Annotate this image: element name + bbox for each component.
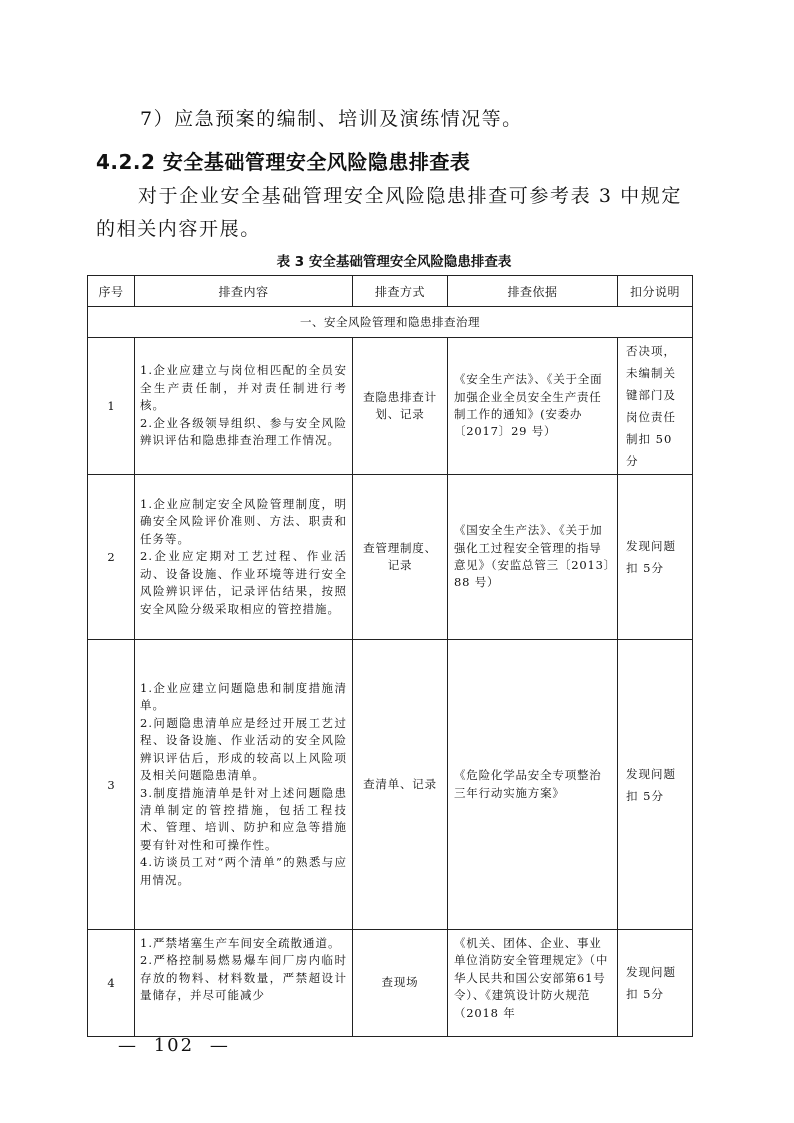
table-row bbox=[88, 475, 693, 640]
table-header-row bbox=[88, 276, 693, 307]
content-line: 1.企业应建立问题隐患和制度措施清单。 bbox=[140, 681, 347, 713]
row-seq: 1 bbox=[88, 338, 135, 475]
content-line: 1.企业应制定安全风险管理制度，明确安全风险评价准则、方法、职责和任务等。 bbox=[140, 497, 347, 546]
row-content bbox=[135, 475, 353, 640]
page-number: 102 bbox=[153, 1035, 195, 1056]
row-content bbox=[135, 930, 353, 1037]
content-line: 3.制度措施清单是针对上述问题隐患清单制定的管控措施，包括工程技术、管理、培训、防护和应急等措施要有针对性和可操作性。 bbox=[140, 785, 347, 852]
header-content: 排查内容 bbox=[135, 276, 353, 307]
section-row bbox=[88, 307, 693, 338]
content-line: 2.企业各级领导组织、参与安全风险辨识评估和隐患排查治理工作情况。 bbox=[140, 415, 347, 448]
row-basis: 《危险化学品安全专项整治三年行动实施方案》 bbox=[448, 640, 618, 930]
row-deduction: 发现问题扣 5分 bbox=[618, 930, 693, 1037]
page-dash-right: — bbox=[209, 1035, 230, 1056]
content-line: 2.严格控制易燃易爆车间厂房内临时存放的物料、材料数量，严禁超设计量储存，并尽可能减少 bbox=[140, 953, 347, 1003]
page-dash-left: — bbox=[118, 1035, 138, 1056]
row-method: 查管理制度、记录 bbox=[353, 475, 448, 640]
row-basis bbox=[448, 930, 618, 1037]
content-line: 4.访谈员工对“两个清单”的熟悉与应用情况。 bbox=[140, 855, 347, 887]
row-basis: 《安全生产法》、《关于全面加强企业全员安全生产责任制工作的通知》(安委办〔2017〕29 号） bbox=[448, 338, 618, 475]
table-row bbox=[88, 930, 693, 1037]
row-basis-text: 《机关、团体、企业、事业单位消防安全管理规定》（中华人民共和国公安部第61号令）、《建筑设计防火规范（2018 年 bbox=[454, 936, 609, 1020]
row-seq: 3 bbox=[88, 640, 135, 930]
row-method: 查现场 bbox=[353, 930, 448, 1037]
row-seq: 4 bbox=[88, 930, 135, 1037]
row-content bbox=[135, 640, 353, 930]
table-row bbox=[88, 338, 693, 475]
section-heading: 4.2.2 安全基础管理安全风险隐患排查表 bbox=[96, 150, 471, 174]
header-deduction: 扣分说明 bbox=[618, 276, 693, 307]
table-caption: 表 3 安全基础管理安全风险隐患排查表 bbox=[276, 254, 512, 270]
row-deduction: 发现问题扣 5分 bbox=[618, 640, 693, 930]
table-row bbox=[88, 640, 693, 930]
row-method: 查清单、记录 bbox=[353, 640, 448, 930]
content-line: 1.企业应建立与岗位相匹配的全员安全生产责任制，并对责任制进行考核。 bbox=[140, 363, 347, 413]
row-method: 查隐患排查计划、记录 bbox=[353, 338, 448, 475]
checklist-table bbox=[87, 275, 693, 1037]
row-deduction: 发现问题扣 5分 bbox=[618, 475, 693, 640]
content-line: 2.问题隐患清单应是经过开展工艺过程、设备设施、作业活动的安全风险辨识评估后，形成的较高以上风险项及相关问题隐患清单。 bbox=[140, 715, 347, 783]
row-seq: 2 bbox=[88, 475, 135, 640]
content-line: 2.企业应定期对工艺过程、作业活动、设备设施、作业环境等进行安全风险辨识评估，记录评估结果，按照安全风险分级采取相应的管控措施。 bbox=[140, 549, 347, 616]
header-method: 排查方式 bbox=[353, 276, 448, 307]
intro-paragraph: 对于企业安全基础管理安全风险隐患排查可参考表 3 中规定的相关内容开展。 bbox=[96, 185, 682, 240]
header-seq: 序号 bbox=[88, 276, 135, 307]
row-content bbox=[135, 338, 353, 475]
page-number-footer bbox=[114, 1035, 234, 1056]
section-title: 一、安全风险管理和隐患排查治理 bbox=[88, 307, 693, 338]
header-basis: 排查依据 bbox=[448, 276, 618, 307]
intro-item: 7）应急预案的编制、培训及演练情况等。 bbox=[140, 108, 523, 130]
row-deduction: 否决项，未编制关键部门及岗位责任制扣 50分 bbox=[618, 338, 693, 475]
content-line: 1.严禁堵塞生产车间安全疏散通道。 bbox=[140, 936, 341, 950]
row-basis: 《国安全生产法》、《关于加强化工过程安全管理的指导意见》（安监总管三〔2013〕88 号） bbox=[448, 475, 618, 640]
